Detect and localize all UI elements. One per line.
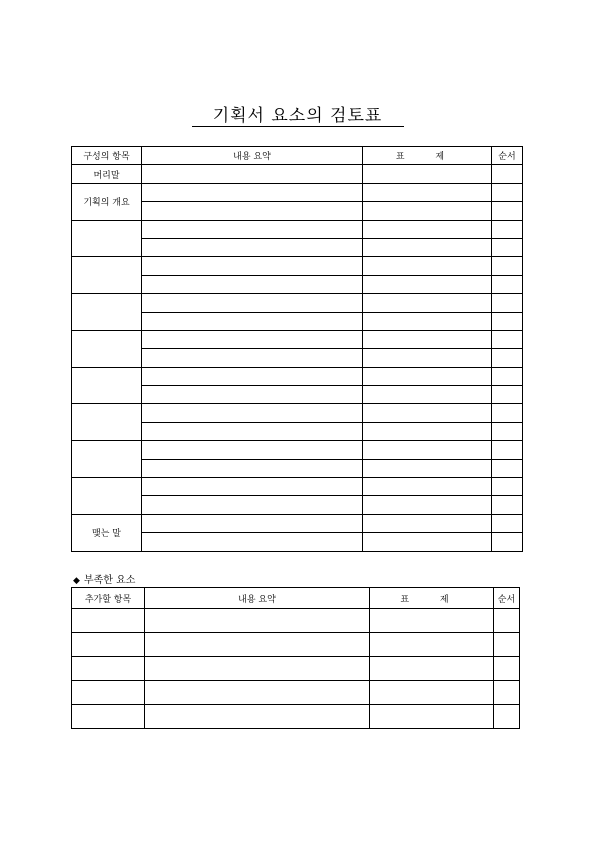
table-row: [72, 183, 523, 201]
table-row: [72, 514, 523, 532]
item-cell[interactable]: [72, 633, 145, 657]
table-row: [72, 705, 520, 729]
item-cell[interactable]: [72, 657, 145, 681]
table-row: [72, 220, 523, 238]
part-label-cell: [72, 220, 142, 257]
title-cell[interactable]: [363, 202, 492, 220]
summary-cell[interactable]: [142, 312, 363, 330]
summary-cell[interactable]: [142, 459, 363, 477]
table-row: [72, 404, 523, 422]
header-summary: 내용 요약: [142, 147, 363, 165]
summary-cell[interactable]: [142, 441, 363, 459]
order-cell[interactable]: [492, 330, 523, 348]
title-cell[interactable]: [363, 275, 492, 293]
order-cell[interactable]: [492, 386, 523, 404]
title-cell[interactable]: [370, 705, 494, 729]
order-cell[interactable]: [492, 238, 523, 256]
table-row: [72, 257, 523, 275]
missing-elements-table: [71, 587, 520, 729]
header-title-text: 표 제: [400, 594, 463, 605]
summary-cell[interactable]: [142, 165, 363, 183]
order-cell[interactable]: [492, 349, 523, 367]
summary-cell[interactable]: [142, 478, 363, 496]
header-order: 순서: [492, 147, 523, 165]
missing-elements-label: 부족한 요소: [83, 575, 136, 586]
title-cell[interactable]: [363, 386, 492, 404]
title-cell[interactable]: [370, 657, 494, 681]
summary-cell[interactable]: [142, 275, 363, 293]
part-label-cell: 맺는 말: [72, 514, 142, 551]
summary-cell[interactable]: [142, 330, 363, 348]
table-row: [72, 609, 520, 633]
order-cell[interactable]: [492, 514, 523, 532]
summary-cell[interactable]: [145, 681, 370, 705]
title-cell[interactable]: [363, 367, 492, 385]
order-cell[interactable]: [492, 367, 523, 385]
order-cell[interactable]: [492, 183, 523, 201]
title-cell[interactable]: [370, 609, 494, 633]
table-row: [72, 681, 520, 705]
table-row: [72, 441, 523, 459]
summary-cell[interactable]: [142, 220, 363, 238]
part-label-cell: [72, 367, 142, 404]
part-label-cell: 머리말: [72, 165, 142, 183]
summary-cell[interactable]: [145, 633, 370, 657]
table-row: [72, 330, 523, 348]
summary-cell[interactable]: [142, 238, 363, 256]
header-title-text: 표 제: [395, 152, 459, 163]
title-cell[interactable]: [363, 183, 492, 201]
title-cell[interactable]: [370, 681, 494, 705]
order-cell[interactable]: [492, 202, 523, 220]
order-cell[interactable]: [492, 459, 523, 477]
summary-cell[interactable]: [142, 386, 363, 404]
title-underline: [192, 126, 404, 127]
item-cell[interactable]: [72, 705, 145, 729]
order-cell[interactable]: [492, 404, 523, 422]
order-cell[interactable]: [494, 657, 520, 681]
title-cell[interactable]: [363, 238, 492, 256]
summary-cell[interactable]: [145, 609, 370, 633]
header-item: 추가할 항목: [72, 588, 145, 609]
summary-cell[interactable]: [145, 705, 370, 729]
item-cell[interactable]: [72, 609, 145, 633]
title-cell[interactable]: [363, 257, 492, 275]
summary-cell[interactable]: [142, 294, 363, 312]
title-cell[interactable]: [363, 422, 492, 440]
review-table: [71, 146, 523, 552]
header-row: [72, 588, 520, 609]
header-row: [72, 147, 523, 165]
order-cell[interactable]: [492, 165, 523, 183]
title-cell[interactable]: [363, 294, 492, 312]
order-cell[interactable]: [492, 257, 523, 275]
summary-cell[interactable]: [142, 533, 363, 551]
order-cell[interactable]: [492, 441, 523, 459]
title-cell[interactable]: [363, 349, 492, 367]
title-cell[interactable]: [363, 478, 492, 496]
table-row: [72, 294, 523, 312]
summary-cell[interactable]: [142, 496, 363, 514]
summary-cell[interactable]: [142, 404, 363, 422]
table-row: [72, 478, 523, 496]
summary-cell[interactable]: [145, 657, 370, 681]
order-cell[interactable]: [492, 275, 523, 293]
order-cell[interactable]: [494, 705, 520, 729]
title-cell[interactable]: [363, 404, 492, 422]
header-title: [370, 588, 494, 609]
part-label-cell: [72, 478, 142, 515]
order-cell[interactable]: [492, 220, 523, 238]
summary-cell[interactable]: [142, 367, 363, 385]
part-label-cell: [72, 294, 142, 331]
header-part: 구성의 항목: [72, 147, 142, 165]
part-label-cell: [72, 404, 142, 441]
title-cell[interactable]: [363, 533, 492, 551]
title-cell[interactable]: [363, 496, 492, 514]
table-row: [72, 633, 520, 657]
part-label-cell: 기획의 개요: [72, 183, 142, 220]
summary-cell[interactable]: [142, 183, 363, 201]
missing-elements-heading: [73, 571, 135, 586]
order-cell[interactable]: [492, 294, 523, 312]
title-cell[interactable]: [363, 165, 492, 183]
order-cell[interactable]: [492, 533, 523, 551]
part-label-cell: [72, 330, 142, 367]
diamond-bullet-icon: ◆: [73, 576, 80, 586]
order-cell[interactable]: [492, 312, 523, 330]
order-cell[interactable]: [494, 633, 520, 657]
title-cell[interactable]: [363, 312, 492, 330]
summary-cell[interactable]: [142, 422, 363, 440]
summary-cell[interactable]: [142, 349, 363, 367]
order-cell[interactable]: [494, 609, 520, 633]
summary-cell[interactable]: [142, 202, 363, 220]
order-cell[interactable]: [492, 422, 523, 440]
order-cell[interactable]: [492, 496, 523, 514]
part-label-cell: [72, 257, 142, 294]
document-title: 기획서 요소의 검토표: [212, 106, 383, 126]
table-row: [72, 657, 520, 681]
header-order: 순서: [494, 588, 520, 609]
order-cell[interactable]: [494, 681, 520, 705]
title-cell[interactable]: [363, 459, 492, 477]
order-cell[interactable]: [492, 478, 523, 496]
item-cell[interactable]: [72, 681, 145, 705]
title-cell[interactable]: [363, 330, 492, 348]
part-label-cell: [72, 441, 142, 478]
table-row: [72, 367, 523, 385]
header-title: [363, 147, 492, 165]
title-cell[interactable]: [363, 514, 492, 532]
title-cell[interactable]: [363, 441, 492, 459]
title-cell[interactable]: [363, 220, 492, 238]
header-summary: 내용 요약: [145, 588, 370, 609]
table-row: [72, 165, 523, 183]
summary-cell[interactable]: [142, 257, 363, 275]
title-cell[interactable]: [370, 633, 494, 657]
summary-cell[interactable]: [142, 514, 363, 532]
